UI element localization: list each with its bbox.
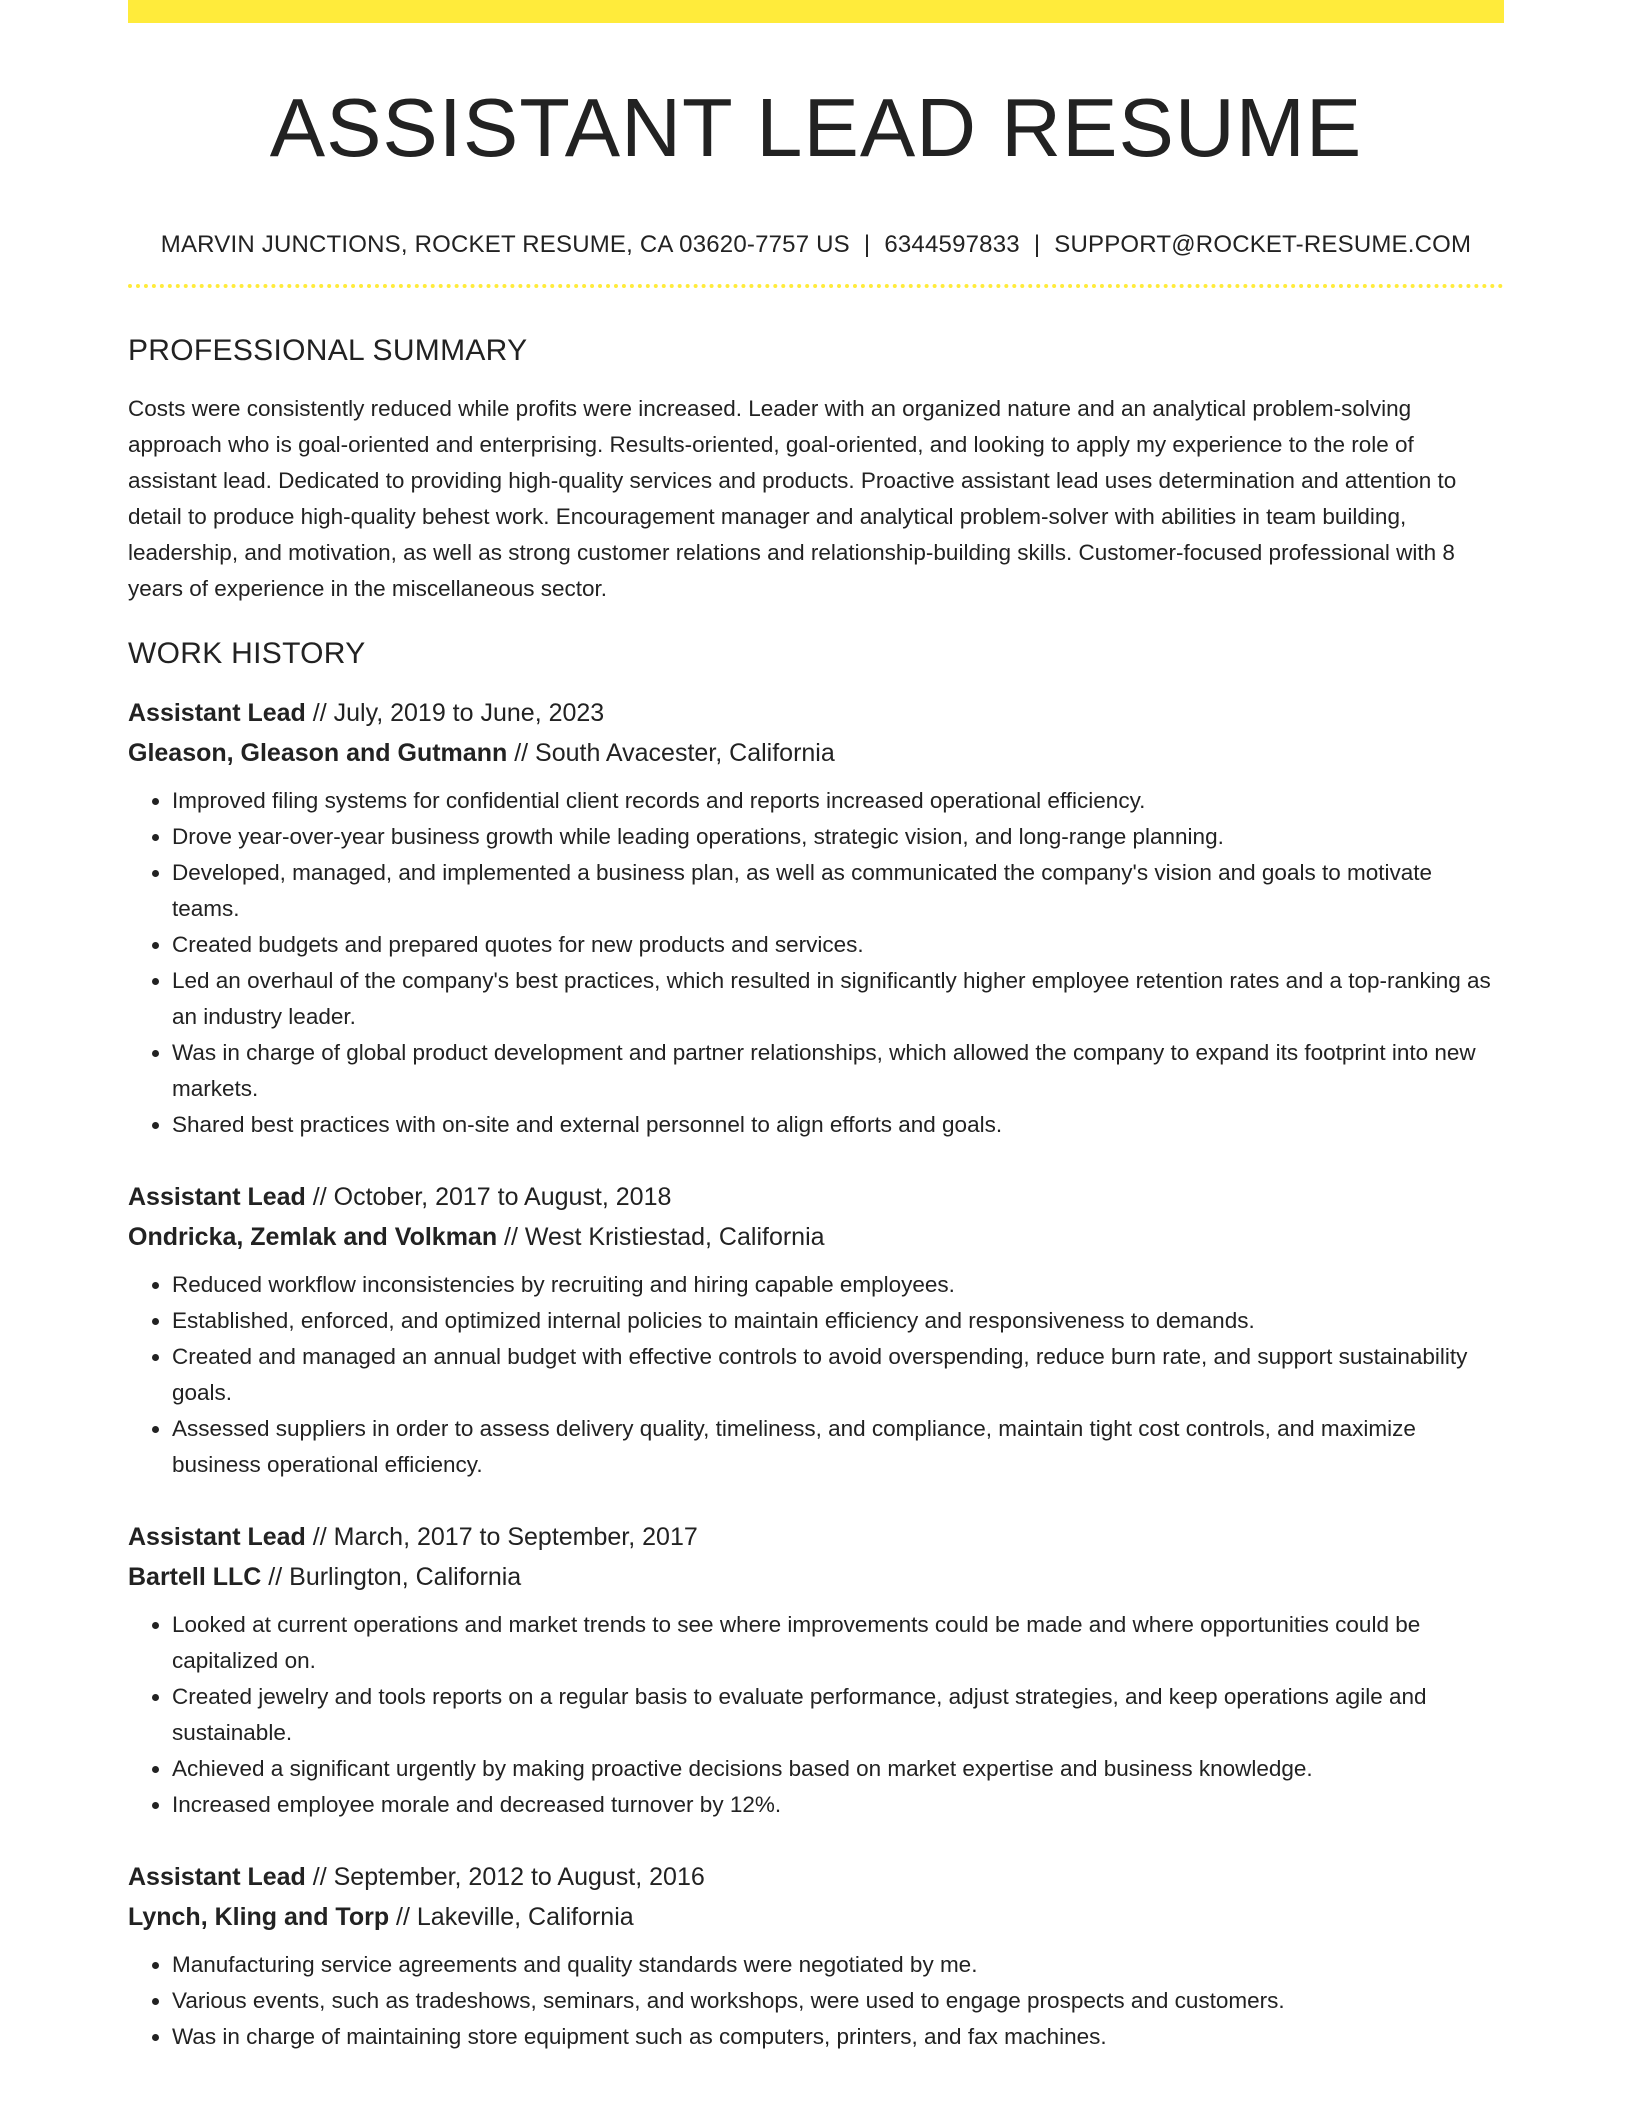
duty-item: • Developed, managed, and implemented a business plan, as well as communicated the company's vision and goals to motivate teams. <box>172 855 1504 927</box>
job-entry <box>128 1177 1504 1483</box>
job-entry <box>128 1857 1504 2055</box>
job-title: Assistant Lead <box>128 699 306 727</box>
job-dates: // October, 2017 to August, 2018 <box>305 1183 672 1211</box>
resume-title: ASSISTANT LEAD RESUME <box>269 81 1363 174</box>
duty-item: • Achieved a significant urgently by making proactive decisions based on market expertise and business knowledge. <box>172 1751 1504 1787</box>
job-title: Assistant Lead <box>128 1183 306 1211</box>
dotted-divider <box>128 284 1504 288</box>
job-entry <box>128 693 1504 1143</box>
job-company-line <box>128 1217 1504 1257</box>
duty-item: • Drove year-over-year business growth while leading operations, strategic vision, and long-range planning. <box>172 819 1504 855</box>
duty-item: • Manufacturing service agreements and quality standards were negotiated by me. <box>172 1947 1504 1983</box>
job-title: Assistant Lead <box>128 1523 306 1551</box>
job-title-line <box>128 693 1504 733</box>
job-company-line <box>128 1897 1504 1937</box>
job-location: // Burlington, California <box>261 1563 522 1591</box>
duty-list <box>128 1947 1504 2055</box>
job-company: Lynch, Kling and Torp <box>128 1903 390 1931</box>
duty-item: • Created and managed an annual budget with effective controls to avoid overspending, reduce burn rate, and support sustainability goals. <box>172 1339 1504 1411</box>
contact-address: MARVIN JUNCTIONS, ROCKET RESUME, CA 03620-7757 US <box>160 231 850 258</box>
job-company-line <box>128 733 1504 773</box>
duty-item: • Established, enforced, and optimized internal policies to maintain efficiency and responsiveness to demands. <box>172 1303 1504 1339</box>
job-company-line <box>128 1557 1504 1597</box>
duty-item: • Assessed suppliers in order to assess delivery quality, timeliness, and compliance, maintain tight cost controls, and maximize business operational efficiency. <box>172 1411 1504 1483</box>
duty-item: • Was in charge of maintaining store equipment such as computers, printers, and fax machines. <box>172 2019 1504 2055</box>
job-title-line <box>128 1177 1504 1217</box>
job-dates: // July, 2019 to June, 2023 <box>305 699 605 727</box>
summary-heading: PROFESSIONAL SUMMARY <box>128 334 528 367</box>
duty-item: • Shared best practices with on-site and external personnel to align efforts and goals. <box>172 1107 1504 1143</box>
job-company: Bartell LLC <box>128 1563 262 1591</box>
duty-item: • Led an overhaul of the company's best practices, which resulted in significantly higher employee retention rates and a top-ranking as an industry leader. <box>172 963 1504 1035</box>
summary-text: Costs were consistently reduced while profits were increased. Leader with an organized nature and an analytical problem-solving approach who is goal-oriented and enterprising. Results-oriented, goal-oriented, and looking to apply my experience to the role of assistant lead. Dedicated to providing high-quality services and products. Proactive assistant lead uses determination and attention to detail to produce high-quality behest work. Encouragement manager and analytical problem-solver with abilities in team building, leadership, and motivation, as well as strong customer relations and relationship-building skills. Customer-focused professional with 8 years of experience in the miscellaneous sector. <box>128 396 1457 601</box>
job-company: Gleason, Gleason and Gutmann <box>128 739 508 767</box>
resume-page <box>128 0 1504 2112</box>
job-company: Ondricka, Zemlak and Volkman <box>128 1223 498 1251</box>
duty-item: • Was in charge of global product development and partner relationships, which allowed the company to expand its footprint into new markets. <box>172 1035 1504 1107</box>
duty-item: • Created budgets and prepared quotes for new products and services. <box>172 927 1504 963</box>
duty-list <box>128 1607 1504 1823</box>
job-entry <box>128 1517 1504 1823</box>
job-dates: // September, 2012 to August, 2016 <box>305 1863 705 1891</box>
job-title: Assistant Lead <box>128 1863 306 1891</box>
work-history-heading: WORK HISTORY <box>128 637 366 670</box>
duty-item: • Looked at current operations and market trends to see where improvements could be made and where opportunities could be capitalized on. <box>172 1607 1504 1679</box>
contact-line <box>128 230 1504 260</box>
job-location: // South Avacester, California <box>507 739 835 767</box>
duty-item: • Various events, such as tradeshows, seminars, and workshops, were used to engage prospects and customers. <box>172 1983 1504 2019</box>
duty-item: • Reduced workflow inconsistencies by recruiting and hiring capable employees. <box>172 1267 1504 1303</box>
contact-phone: 6344597833 <box>884 231 1020 258</box>
job-dates: // March, 2017 to September, 2017 <box>305 1523 698 1551</box>
contact-separator: | <box>1033 231 1041 258</box>
duty-item: • Created jewelry and tools reports on a regular basis to evaluate performance, adjust strategies, and keep operations agile and sustainable. <box>172 1679 1504 1751</box>
job-title-line <box>128 1857 1504 1897</box>
job-location: // West Kristiestad, California <box>497 1223 825 1251</box>
duty-list <box>128 1267 1504 1483</box>
contact-separator: | <box>863 231 871 258</box>
duty-list <box>128 783 1504 1143</box>
top-accent-bar <box>128 0 1504 23</box>
duty-item: • Improved filing systems for confidential client records and reports increased operational efficiency. <box>172 783 1504 819</box>
job-title-line <box>128 1517 1504 1557</box>
duty-item: • Increased employee morale and decreased turnover by 12%. <box>172 1787 1504 1823</box>
contact-email: SUPPORT@ROCKET-RESUME.COM <box>1054 231 1472 258</box>
job-location: // Lakeville, California <box>389 1903 634 1931</box>
